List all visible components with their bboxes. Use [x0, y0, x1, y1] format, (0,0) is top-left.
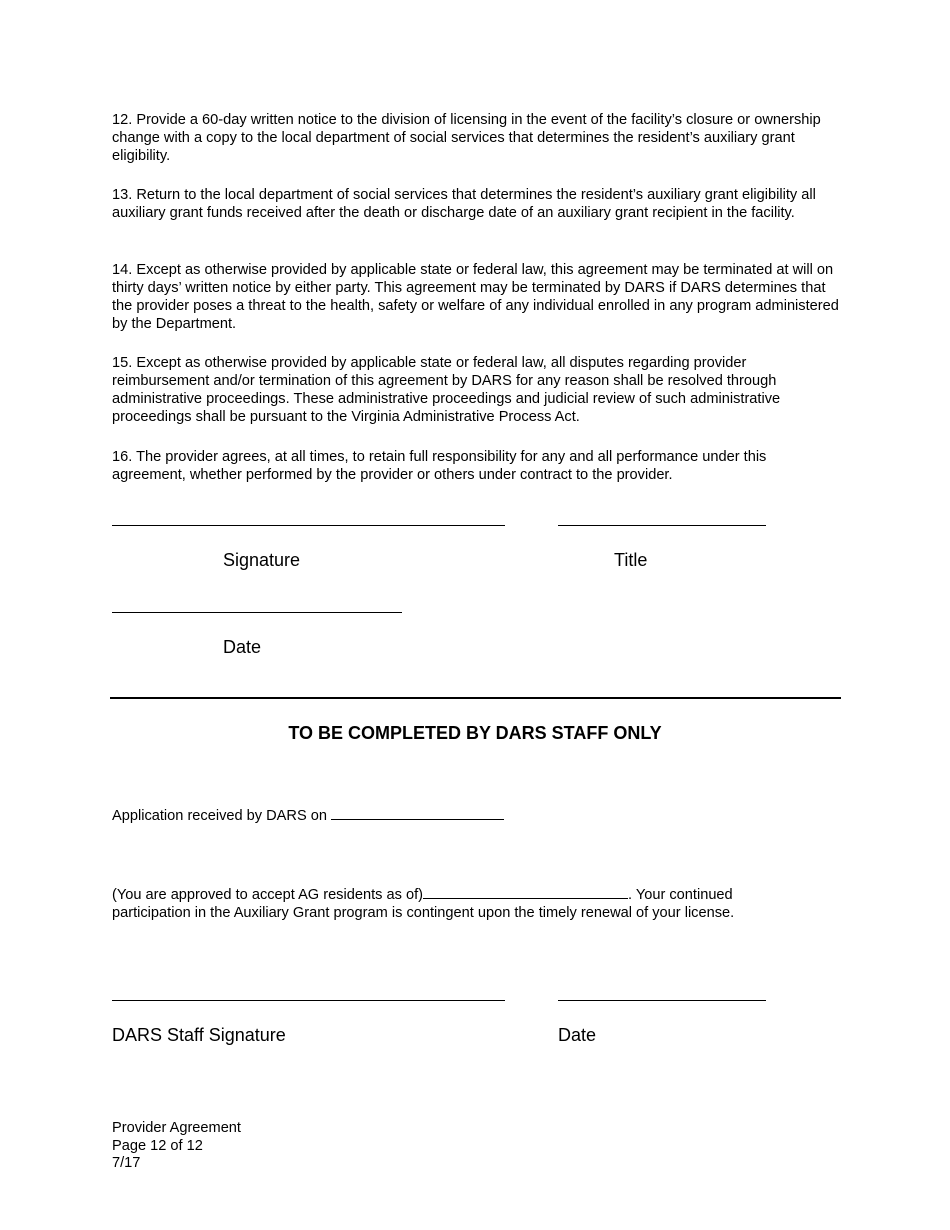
- clause-14: 14. Except as otherwise provided by applicable state or federal law, this agreement may be terminated at will on thirty days’ written notice by either party. This agreement may be terminated by DARS if DARS determines that the provider poses a threat to the health, safety or welfare of any individual enrolled in any program administered by the Department.: [112, 262, 839, 332]
- staff-only-heading: TO BE COMPLETED BY DARS STAFF ONLY: [288, 723, 662, 743]
- approval-prefix: (You are approved to accept AG residents as of): [112, 887, 423, 903]
- title-label: Title: [614, 550, 648, 570]
- staff-date-label: Date: [558, 1025, 597, 1045]
- clause-12: 12. Provide a 60-day written notice to the division of licensing in the event of the facility’s closure or ownership change with a copy to the local department of social services that determines the resident’s auxiliary grant eligibility.: [112, 112, 821, 164]
- footer-revision-date: 7/17: [112, 1155, 141, 1171]
- section-divider: [110, 697, 841, 699]
- provider-title-line[interactable]: [558, 525, 766, 526]
- clause-16: 16. The provider agrees, at all times, to retain full responsibility for any and all performance under this agreement, whether performed by the provider or others under contract to the provider.: [112, 449, 767, 483]
- clause-15: 15. Except as otherwise provided by applicable state or federal law, all disputes regarding provider reimbursement and/or termination of this agreement by DARS for any reason shall be resolved through administrative proceedings. These administrative proceedings and judicial review of such administrative proceedings shall be pursuant to the Virginia Administrative Process Act.: [112, 355, 781, 425]
- page-footer: [112, 1120, 241, 1173]
- provider-date-line[interactable]: [112, 612, 402, 613]
- application-received-date-field[interactable]: [331, 805, 504, 820]
- staff-signature-line[interactable]: [112, 1000, 505, 1001]
- staff-date-line[interactable]: [558, 1000, 766, 1001]
- footer-page-number: Page 12 of 12: [112, 1137, 203, 1154]
- clause-13: 13. Return to the local department of social services that determines the resident’s auxiliary grant eligibility all auxiliary grant funds received after the death or discharge date of an auxiliary grant recipient in the facility.: [112, 187, 816, 221]
- signature-label: Signature: [223, 550, 301, 570]
- staff-signature-label: DARS Staff Signature: [112, 1025, 286, 1045]
- application-received-label: Application received by DARS on: [112, 808, 332, 824]
- date-label: Date: [223, 637, 262, 657]
- approval-statement: [112, 884, 802, 922]
- application-received-row: [112, 805, 842, 825]
- footer-doc-name: Provider Agreement: [112, 1120, 241, 1136]
- approval-suffix: . Your continued participation in the Auxiliary Grant program is contingent upon the timely renewal of your license.: [112, 887, 735, 921]
- approval-date-field[interactable]: [423, 884, 628, 899]
- provider-signature-line[interactable]: [112, 525, 505, 526]
